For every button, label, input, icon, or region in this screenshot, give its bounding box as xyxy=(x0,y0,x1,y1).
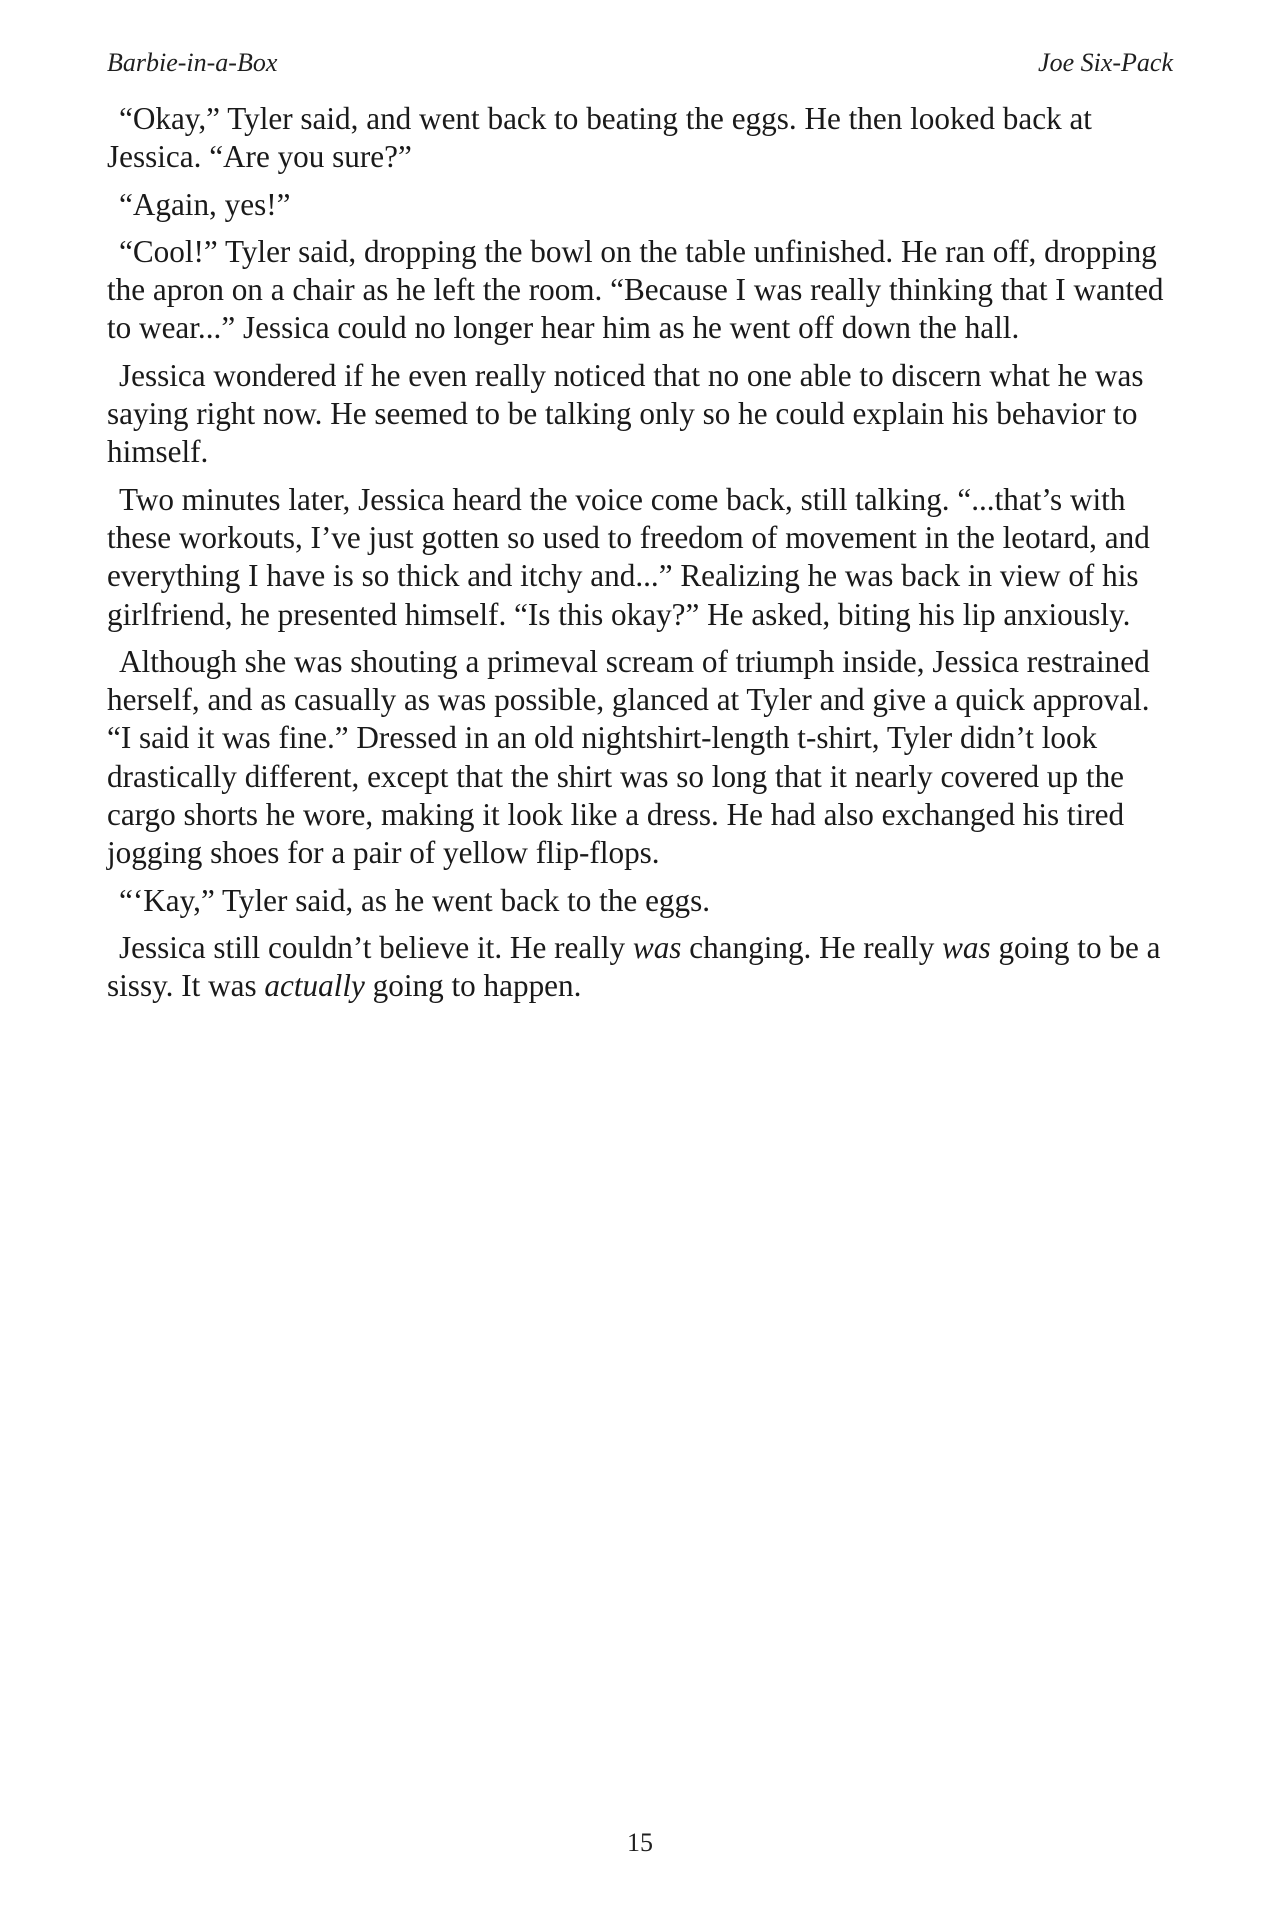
emphasis-segment: actually xyxy=(264,968,365,1004)
emphasis-segment: was xyxy=(942,929,991,965)
body-text xyxy=(107,100,1175,1015)
emphasis-segment: was xyxy=(632,929,682,965)
paragraph: Although she was shouting a primeval scream of triumph inside, Jessica restrained herself, and as casually as was possible, glanced at Tyler and give a quick approval. “I said it was fine.” Dressed in an old nightshirt-length t-shirt, Tyler didn’t look drastically different, except that the shirt was so long that it nearly covered up the cargo shorts he wore, making it look like a dress. He had also exchanged his tired jogging shoes for a pair of yellow flip-flops. xyxy=(107,643,1150,871)
paragraph: “‘Kay,” Tyler said, as he went back to the eggs. xyxy=(119,882,711,918)
page-number: 15 xyxy=(627,1828,653,1857)
paragraph: Two minutes later, Jessica heard the voice come back, still talking. “...that’s with these workouts, I’ve just gotten so used to freedom of movement in the leotard, and everything I have is so thick and itchy and...” Realizing he was back in view of his girlfriend, he presented himself. “Is this okay?” He asked, biting his lip anxiously. xyxy=(107,481,1150,632)
running-header xyxy=(107,48,1173,82)
paragraph: “Cool!” Tyler said, dropping the bowl on the table unfinished. He ran off, dropping the apron on a chair as he left the room. “Because I was really thinking that I wanted to wear...” Jessica could no longer hear him as he went off down the hall. xyxy=(107,233,1164,346)
paragraph xyxy=(107,929,1175,1006)
chapter-title: Joe Six-Pack xyxy=(1038,48,1173,77)
text-segment: going to be a sissy. It was xyxy=(107,929,1161,1004)
text-segment: changing. He really xyxy=(681,929,943,965)
paragraph: “Again, yes!” xyxy=(119,186,291,222)
text-segment: going to happen. xyxy=(364,968,582,1004)
paragraph: Jessica wondered if he even really noticed that no one able to discern what he was saying right now. He seemed to be talking only so he could explain his behavior to himself. xyxy=(107,357,1144,470)
book-title: Barbie-in-a-Box xyxy=(107,48,278,77)
paragraph: “Okay,” Tyler said, and went back to beating the eggs. He then looked back at Jessica. “Are you sure?” xyxy=(107,101,1092,175)
text-segment: Jessica still couldn’t believe it. He really xyxy=(119,929,633,965)
